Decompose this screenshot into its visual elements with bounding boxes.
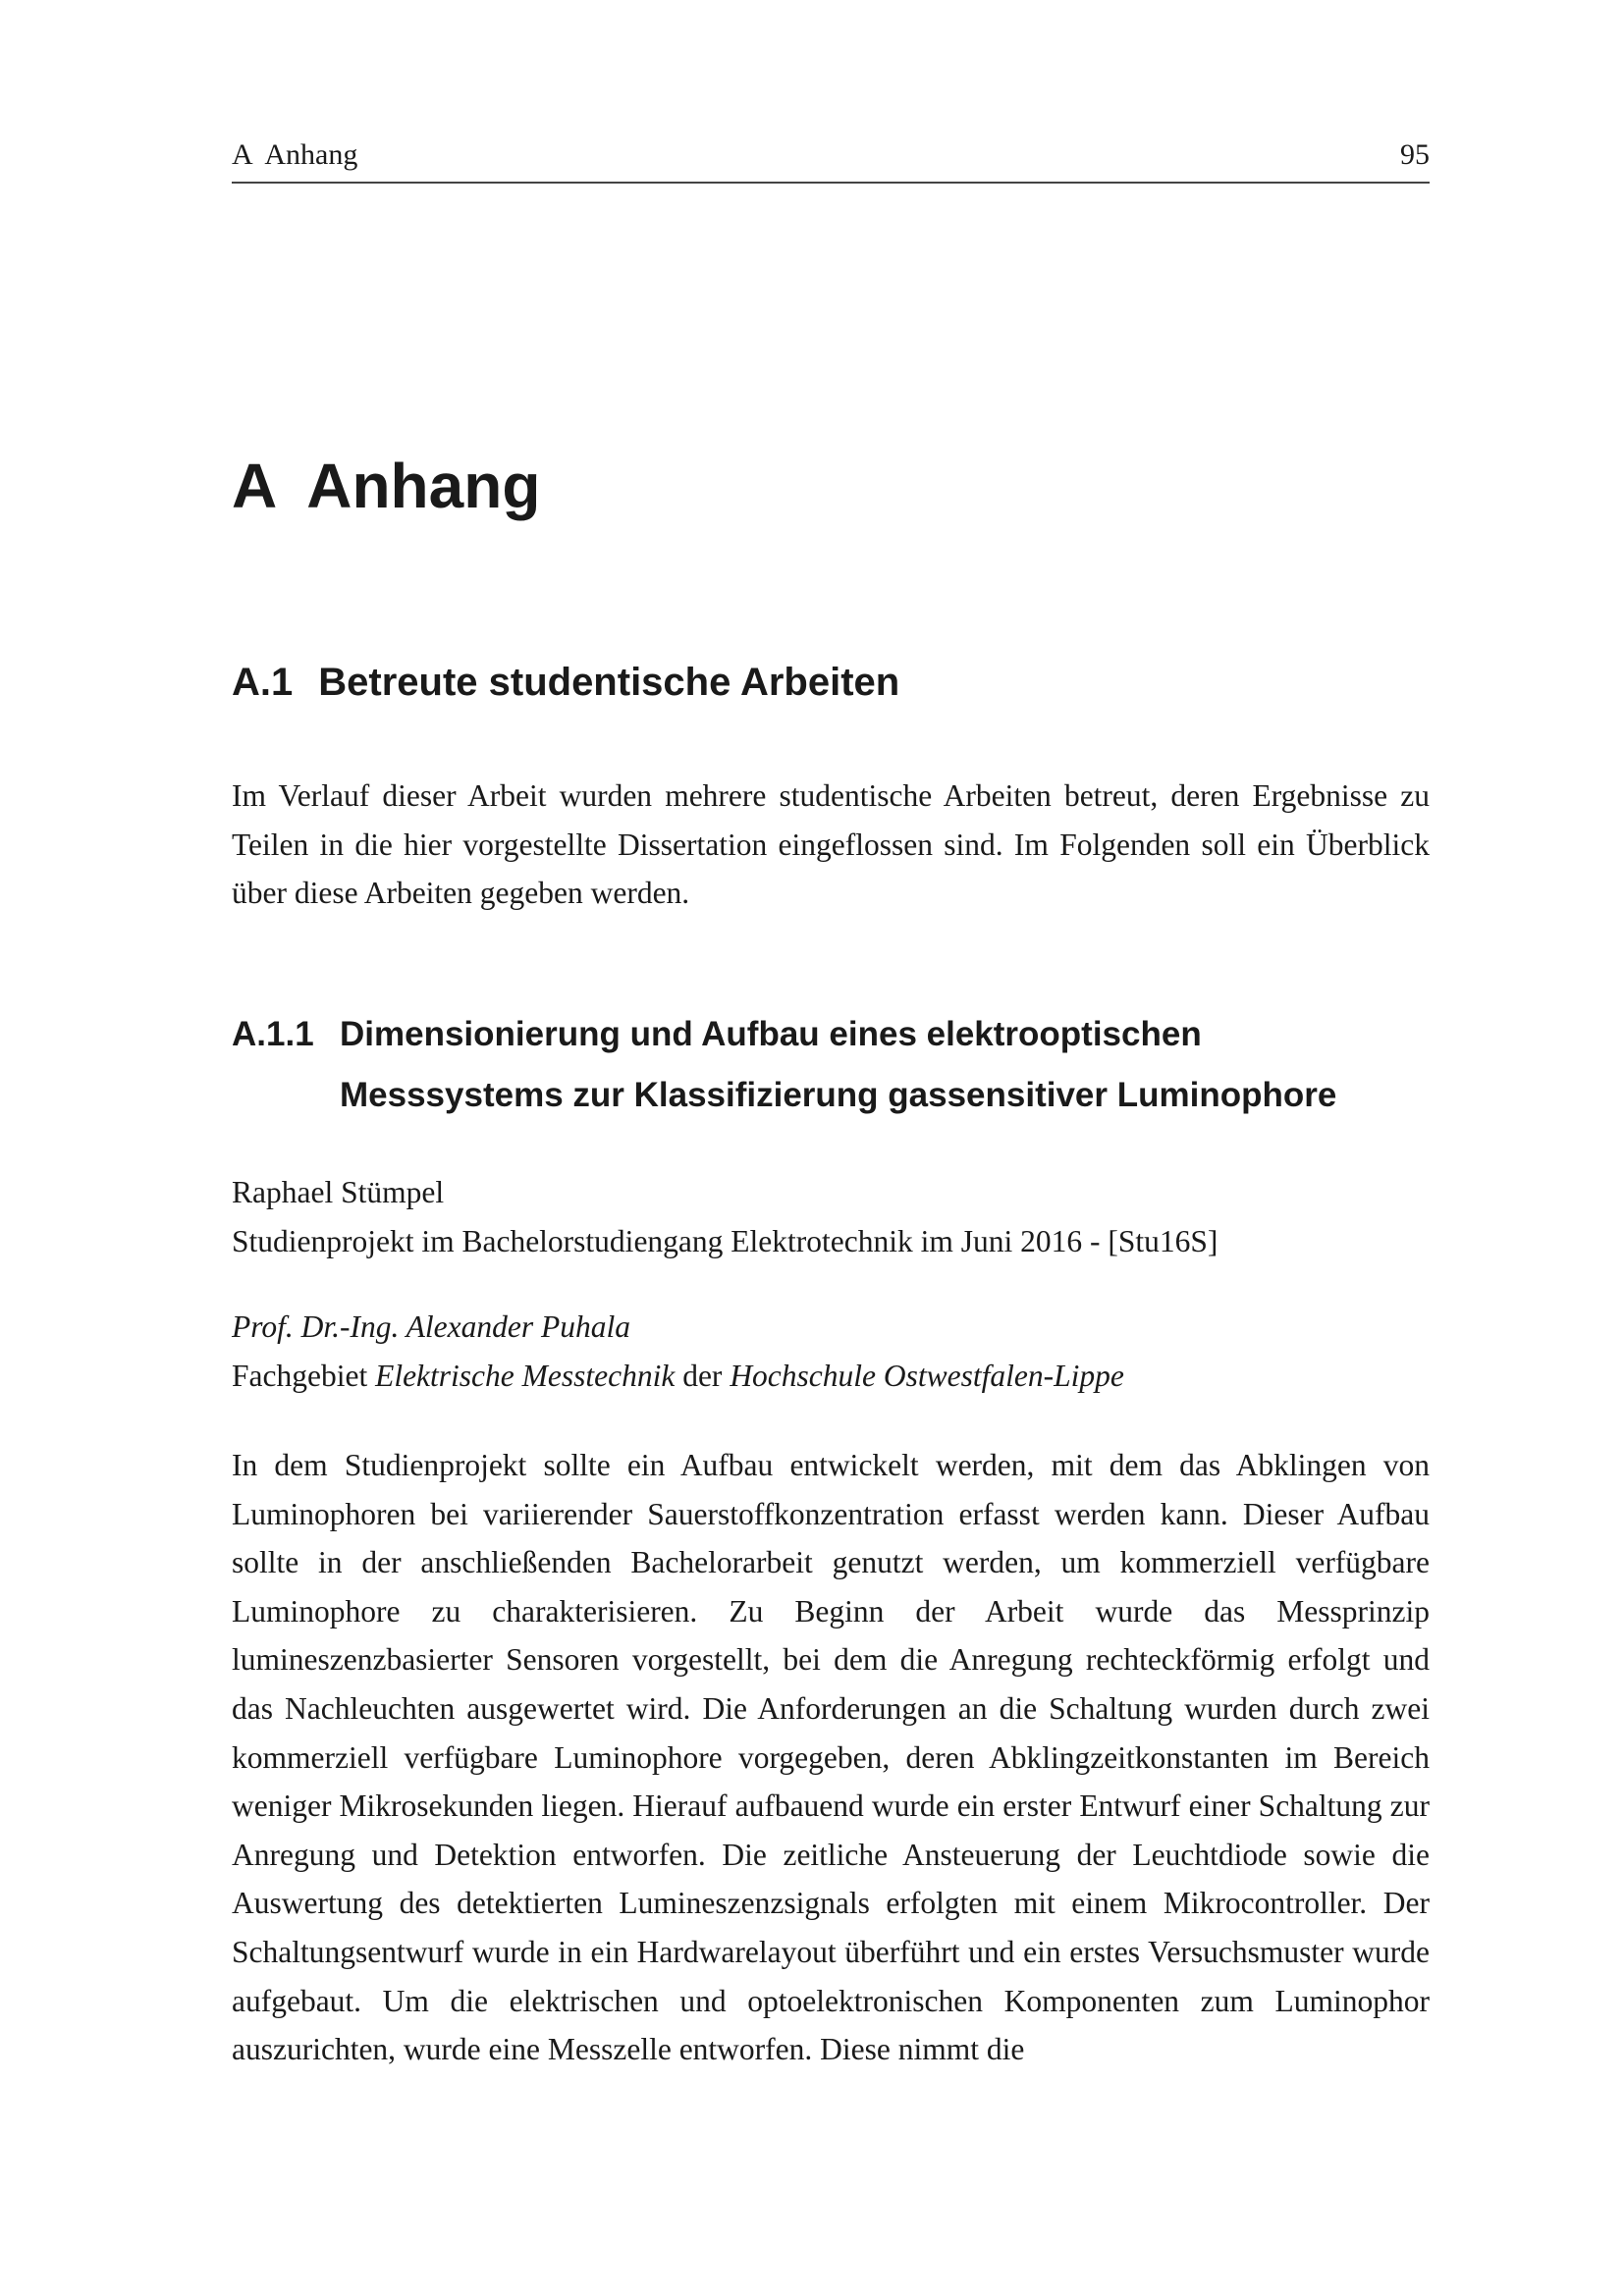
header-rule: [232, 182, 1430, 184]
chapter-number: A: [232, 451, 278, 521]
institution-name: Hochschule Ostwestfalen-Lippe: [730, 1358, 1124, 1393]
subsection-title: [232, 1004, 1430, 1126]
running-header-chapter: A Anhang: [232, 138, 358, 171]
intro-paragraph: Im Verlauf dieser Arbeit wurden mehrere studentische Arbeiten betreut, deren Ergebnisse zu Teilen in die hier vorgestellte Dissertation eingeflossen sind. Im Folgenden soll ein Überblick über diese Arbeiten gegeben werden.: [232, 778, 1430, 911]
work-type: Studienprojekt im Bachelorstudiengang Elektrotechnik im Juni 2016 - [Stu16S]: [232, 1223, 1218, 1258]
author-name: Raphael Stümpel: [232, 1175, 445, 1209]
chapter-title-text: Anhang: [306, 451, 541, 521]
department-line: [232, 1352, 1430, 1401]
abstract-paragraph: In dem Studienprojekt sollte ein Aufbau entwickelt werden, mit dem das Abklingen von Luminophoren bei variierender Sauerstoffkonzentration erfasst werden kann. Dieser Aufbau sollte in der anschließenden Bachelorarbeit genutzt werden, um kommerziell verfügbare Luminophore zu charakterisieren. Zu Beginn der Arbeit wurde das Messprinzip lumineszenzbasierter Sensoren vorgestellt, bei dem die Anregung rechteckförmig erfolgt und das Nachleuchten ausgewertet wird. Die Anforderungen an die Schaltung wurden durch zwei kommerziell verfügbare Luminophore vorgegeben, deren Abklingzeitkonstanten im Bereich weniger Mikrosekunden liegen. Hierauf aufbauend wurde ein erster Entwurf einer Schaltung zur Anregung und Detektion entworfen. Die zeitliche Ansteuerung der Leuchtdiode sowie die Auswertung des detektierten Lumineszenzsignals erfolgten mit einem Mikrocontroller. Der Schaltungsentwurf wurde in ein Hardwarelayout überführt und ein erstes Versuchsmuster wurde aufgebaut. Um die elektrischen und optoelektronischen Komponenten zum Luminophor auszurichten, wurde eine Messzelle entworfen. Diese nimmt die: [232, 1448, 1430, 2067]
section-number: A.1: [232, 661, 294, 704]
subsection-title-text: Dimensionierung und Aufbau eines elektrooptischen Messsystems zur Klassifizierung gassensitiver Luminophore: [340, 1015, 1337, 1114]
running-header: [232, 135, 1430, 175]
section-title-text: Betreute studentische Arbeiten: [318, 661, 900, 704]
page-number: 95: [1400, 138, 1430, 171]
supervisor-name: Prof. Dr.-Ing. Alexander Puhala: [232, 1309, 630, 1344]
author-block: [232, 1168, 1430, 1265]
subsection-number: A.1.1: [232, 1015, 314, 1053]
chapter-title: [232, 447, 540, 525]
department-prefix: Fachgebiet: [232, 1358, 376, 1393]
supervisor-block: [232, 1303, 1430, 1400]
section-title: [232, 655, 899, 710]
department-connector: der: [675, 1358, 731, 1393]
department-name: Elektrische Messtechnik: [375, 1358, 676, 1393]
